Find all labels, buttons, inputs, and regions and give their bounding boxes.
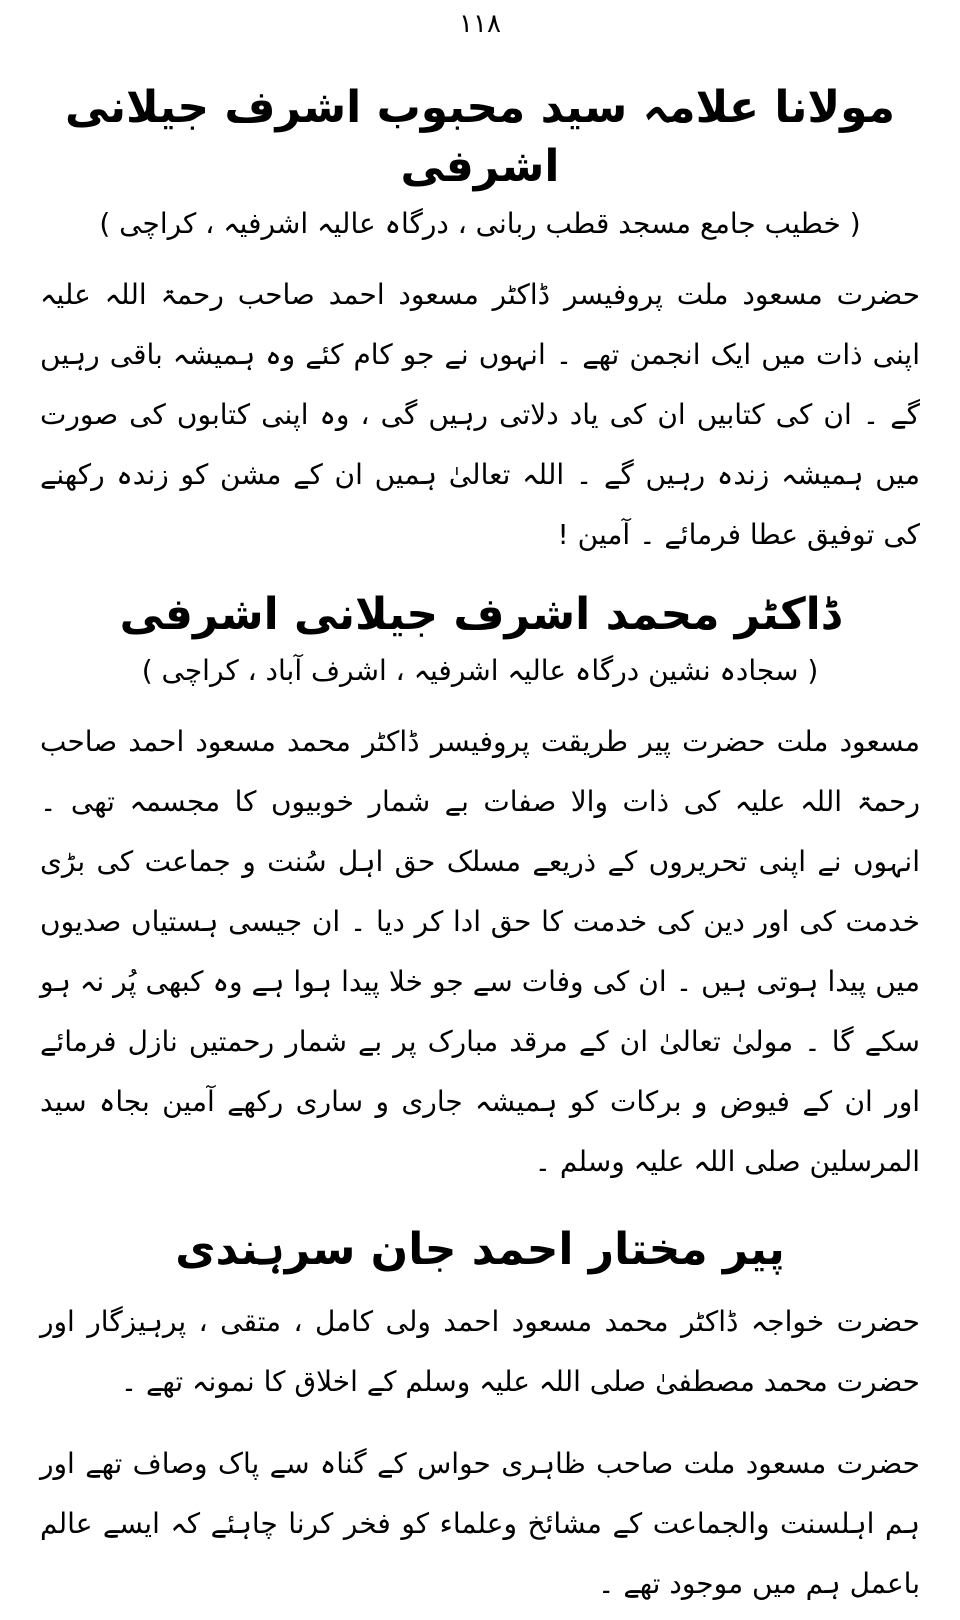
section-title: پیر مختار احمد جان سرہندی: [175, 1224, 785, 1276]
paragraph: حضرت خواجہ ڈاکٹر محمد مسعود احمد ولی کامل ، متقی ، پرہیزگار اور حضرت محمد مصطفیٰ صلی اللہ علیہ وسلم کے اخلاق کا نمونہ تھے ۔: [40, 1304, 920, 1398]
section-title: مولانا علامہ سید محبوب اشرف جیلانی اشرفی: [64, 82, 896, 193]
section-subtitle: ( خطیب جامع مسجد قطب ربانی ، درگاہ عالیہ اشرفیہ ، کراچی ): [99, 206, 861, 240]
section-muhammad-ashraf: [40, 585, 920, 1192]
paragraph: حضرت مسعود ملت صاحب ظاہری حواس کے گناہ سے پاک وصاف تھے اور ہم اہلسنت والجماعت کے مشائخ وعلماء کو فخر کرنا چاہئے کہ ایسے عالم باعمل ہم میں موجود تھے ۔: [40, 1446, 920, 1600]
paragraph: حضرت مسعود ملت پروفیسر ڈاکٹر مسعود احمد صاحب رحمۃ اللہ علیہ اپنی ذات میں ایک انجمن تھے ۔ انہوں نے جو کام کئے وہ ہمیشہ باقی رہیں گے ۔ ان کی کتابیں ان کی یاد دلاتی رہیں گی ، وہ اپنی کتابوں کی صورت میں ہمیشہ زندہ رہیں گے ۔ اللہ تعالیٰ ہمیں ان کے مشن کو زندہ رکھنے کی توفیق عطا فرمائے ۔ آمین !: [40, 277, 920, 551]
paragraph: مسعود ملت حضرت پیر طریقت پروفیسر ڈاکٹر محمد مسعود احمد صاحب رحمۃ اللہ علیہ کی ذات والا صفات بے شمار خوبیوں کا مجسمہ تھی ۔ انہوں نے اپنی تحریروں کے ذریعے مسلک حق اہل سُنت و جماعت کی بڑی خدمت کی اور دین کی خدمت کا حق ادا کر دیا ۔ ان جیسی ہستیاں صدیوں میں پیدا ہوتی ہیں ۔ ان کی وفات سے جو خلا پیدا ہوا ہے وہ کبھی پُر نہ ہو سکے گا ۔ مولیٰ تعالیٰ ان کے مرقد مبارک پر بے شمار رحمتیں نازل فرمائے اور ان کے فیوض و برکات کو ہمیشہ جاری و ساری رکھے آمین بجاہ سید المرسلین صلی اللہ علیہ وسلم ۔: [40, 725, 920, 1179]
section-subtitle: ( سجادہ نشین درگاہ عالیہ اشرفیہ ، اشرف آباد ، کراچی ): [141, 654, 819, 688]
section-mahboob-ashraf: [40, 78, 920, 565]
section-title: ڈاکٹر محمد اشرف جیلانی اشرفی: [119, 588, 841, 640]
page-number: ۱۱۸: [459, 9, 501, 39]
section-mukhtar-ahmad: [40, 1220, 920, 1613]
